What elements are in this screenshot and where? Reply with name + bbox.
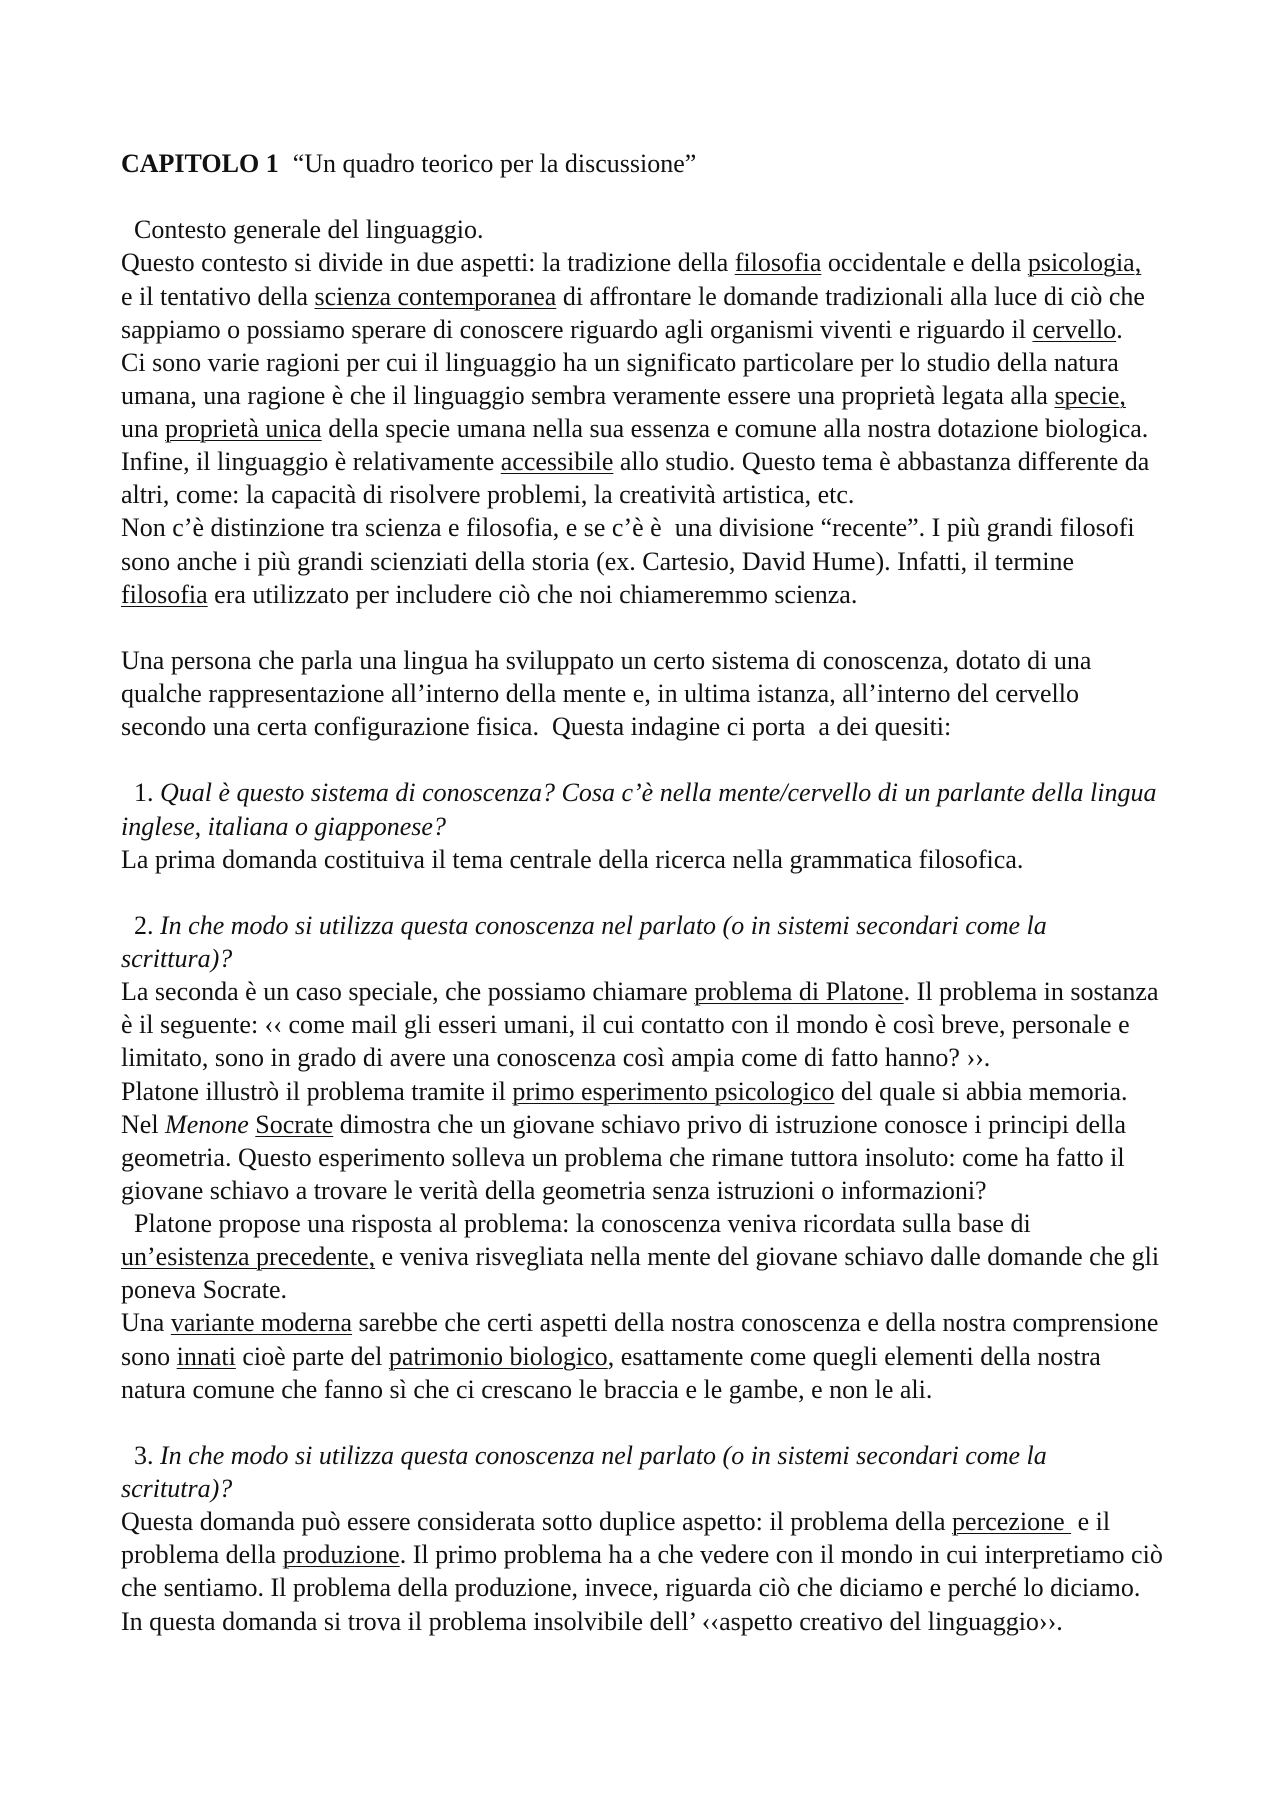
text-line <box>121 1240 1221 1273</box>
text-run: Platone propose una risposta al problema: la conoscenza veniva ricordata sulla base di <box>134 1209 1031 1238</box>
underlined-term: Socrate <box>255 1109 334 1139</box>
text-run: della specie umana nella sua essenza e comune alla nostra dotazione biologica. <box>321 414 1149 443</box>
text-line <box>121 909 1221 942</box>
text-run: Platone illustrò il problema tramite il <box>121 1076 513 1106</box>
text-run: occidentale e della <box>821 248 1028 278</box>
underlined-term: accessibile <box>500 447 614 477</box>
text-line <box>121 843 1221 876</box>
underlined-term: psicologia, <box>1027 248 1142 278</box>
text-line <box>121 1605 1221 1638</box>
text-run: giovane schiavo a trovare le verità della geometria senza istruzioni o informazioni? <box>121 1175 987 1205</box>
text-run: 3. <box>134 1440 160 1470</box>
text-line <box>121 1439 1221 1472</box>
text-run: . <box>1116 314 1123 344</box>
italic-run: scrittura)? <box>121 944 233 973</box>
text-line <box>121 644 1221 677</box>
underlined-term: patrimonio biologico <box>388 1341 608 1371</box>
underlined-term: cervello <box>1032 314 1117 344</box>
text-run: Questa domanda può essere considerata sotto duplice aspetto: il problema della <box>121 1507 953 1537</box>
text-run: . Il primo problema ha a che vedere con il mondo in cui interpretiamo ciò <box>399 1540 1163 1570</box>
text-line <box>121 710 1221 743</box>
text-run: e il <box>1071 1507 1111 1537</box>
text-line <box>121 412 1221 445</box>
text-run: del quale si abbia memoria. <box>834 1076 1128 1106</box>
text-line <box>121 1273 1221 1306</box>
text-line <box>121 1505 1221 1538</box>
italic-run: In che modo si utilizza questa conoscenza nel parlato (o in sistemi secondari come la <box>160 1440 1047 1470</box>
text-line <box>121 1340 1221 1373</box>
text-line <box>121 942 1221 975</box>
chapter-label: CAPITOLO 1 <box>121 149 279 178</box>
text-line <box>121 1075 1221 1108</box>
text-line <box>121 677 1221 710</box>
blank-line <box>121 743 1221 776</box>
underlined-term: primo esperimento psicologico <box>512 1076 835 1106</box>
blank-line <box>121 1406 1221 1439</box>
text-run: e il tentativo della <box>121 281 315 311</box>
text-line <box>121 1306 1221 1339</box>
text-run: Questo contesto si divide in due aspetti: la tradizione della <box>121 248 735 278</box>
text-run: allo studio. Questo tema è abbastanza differente da <box>613 447 1150 477</box>
text-run: 1. <box>134 778 160 808</box>
underlined-term: percezione <box>952 1507 1072 1537</box>
chapter-heading <box>121 147 1221 180</box>
underlined-term: filosofia <box>121 579 208 609</box>
text-run: Nel <box>121 1109 166 1139</box>
italic-run: Qual è questo sistema di conoscenza? Cosa c’è nella mente/cervello di un parlante della lingua <box>160 778 1157 808</box>
text-run: Una <box>121 1308 171 1338</box>
text-line <box>121 975 1221 1008</box>
underlined-term: produzione <box>282 1540 400 1570</box>
text-run: umana, una ragione è che il linguaggio sembra veramente essere una proprietà legata alla <box>121 380 1055 410</box>
text-run: poneva Socrate. <box>121 1275 288 1305</box>
text-run: 2. <box>134 910 160 940</box>
underlined-term: variante moderna <box>170 1308 353 1338</box>
underlined-term: scienza contemporanea <box>314 281 557 311</box>
text-run: sono <box>121 1341 177 1371</box>
text-line <box>121 1108 1221 1141</box>
text-line <box>121 1538 1221 1571</box>
text-run: La seconda è un caso speciale, che possiamo chiamare <box>121 977 695 1007</box>
text-run: di affrontare le domande tradizionali alla luce di ciò che <box>556 281 1145 311</box>
text-run: è il seguente: ‹‹ come mail gli esseri umani, il cui contatto con il mondo è così breve, personale e <box>121 1010 1130 1040</box>
text-run: Una persona che parla una lingua ha sviluppato un certo sistema di conoscenza, dotato di una <box>121 645 1092 675</box>
text-run: , esattamente come quegli elementi della nostra <box>607 1341 1101 1371</box>
blank-line <box>121 180 1221 213</box>
text-line <box>121 1571 1221 1604</box>
text-run: sappiamo o possiamo sperare di conoscere riguardo agli organismi viventi e riguardo il <box>121 314 1033 344</box>
underlined-term: un’esistenza precedente, <box>121 1242 376 1272</box>
italic-run: scritutra)? <box>121 1474 233 1503</box>
text-run: natura comune che fanno sì che ci crescano le braccia e le gambe, e non le ali. <box>121 1374 933 1404</box>
text-line <box>121 578 1221 611</box>
text-line <box>121 346 1221 379</box>
text-run: secondo una certa configurazione fisica. Questa indagine ci porta a dei quesiti: <box>121 712 952 742</box>
text-line <box>121 1207 1221 1240</box>
italic-run: In che modo si utilizza questa conoscenza nel parlato (o in sistemi secondari come la <box>160 910 1047 940</box>
text-line <box>121 1373 1221 1406</box>
text-run: qualche rappresentazione all’interno della mente e, in ultima istanza, all’interno del cervello <box>121 679 1079 708</box>
text-run: limitato, sono in grado di avere una conoscenza così ampia come di fatto hanno? ››. <box>121 1043 991 1073</box>
text-run: sarebbe che certi aspetti della nostra conoscenza e della nostra comprensione <box>352 1308 1159 1338</box>
text-line <box>121 1008 1221 1041</box>
italic-run: inglese, italiana o giapponese? <box>121 811 446 841</box>
text-run: Ci sono varie ragioni per cui il linguaggio ha un significato particolare per lo studio della natura <box>121 347 1119 377</box>
text-line <box>121 379 1221 412</box>
text-run: Infine, il linguaggio è relativamente <box>121 447 501 477</box>
text-line <box>121 545 1221 578</box>
text-run: era utilizzato per includere ciò che noi chiameremmo scienza. <box>207 579 858 609</box>
text-line <box>121 280 1221 313</box>
text-run: cioè parte del <box>235 1341 389 1371</box>
text-run: geometria. Questo esperimento solleva un problema che rimane tuttora insoluto: come ha fatto il <box>121 1142 1125 1172</box>
text-line <box>121 810 1221 843</box>
text-run: e veniva risvegliata nella mente del giovane schiavo dalle domande che gli <box>375 1242 1160 1272</box>
text-run: dimostra che un giovane schiavo privo di istruzione conosce i principi della <box>333 1109 1127 1139</box>
document-text <box>121 147 1221 1638</box>
text-run: . Il problema in sostanza <box>903 977 1159 1007</box>
underlined-term: filosofia <box>734 248 822 278</box>
italic-run: Menone <box>165 1109 249 1139</box>
text-run: problema della <box>121 1540 283 1570</box>
text-run: altri, come: la capacità di risolvere problemi, la creatività artistica, etc. <box>121 480 855 510</box>
underlined-term: specie, <box>1054 380 1126 410</box>
text-line <box>121 511 1221 544</box>
underlined-term: problema di Platone <box>694 977 904 1007</box>
text-run: Contesto generale del linguaggio. <box>134 215 484 245</box>
text-run: una <box>121 414 166 443</box>
text-run: In questa domanda si trova il problema insolvibile dell’ ‹‹aspetto creativo del linguaggio››. <box>121 1606 1063 1636</box>
text-line <box>121 1141 1221 1174</box>
text-line <box>121 478 1221 511</box>
text-line <box>121 213 1221 246</box>
blank-line <box>121 876 1221 909</box>
text-run: Non c’è distinzione tra scienza e filosofia, e se c’è è una divisione “recente”. I più grandi filosofi <box>121 513 1135 543</box>
text-line <box>121 445 1221 478</box>
chapter-title: “Un quadro teorico per la discussione” <box>292 149 697 178</box>
text-line <box>121 313 1221 346</box>
text-line <box>121 1472 1221 1505</box>
blank-line <box>121 611 1221 644</box>
text-line <box>121 246 1221 279</box>
underlined-term: innati <box>176 1341 236 1371</box>
text-line <box>121 1041 1221 1074</box>
text-run: sono anche i più grandi scienziati della storia (ex. Cartesio, David Hume). Infatti, il termine <box>121 546 1075 576</box>
text-run: La prima domanda costituiva il tema centrale della ricerca nella grammatica filosofica. <box>121 844 1024 874</box>
text-line <box>121 1174 1221 1207</box>
text-line <box>121 776 1221 809</box>
document-body <box>121 213 1221 1637</box>
text-run: che sentiamo. Il problema della produzione, invece, riguarda ciò che diciamo e perché lo diciamo. <box>121 1573 1141 1603</box>
underlined-term: proprietà unica <box>165 414 322 443</box>
